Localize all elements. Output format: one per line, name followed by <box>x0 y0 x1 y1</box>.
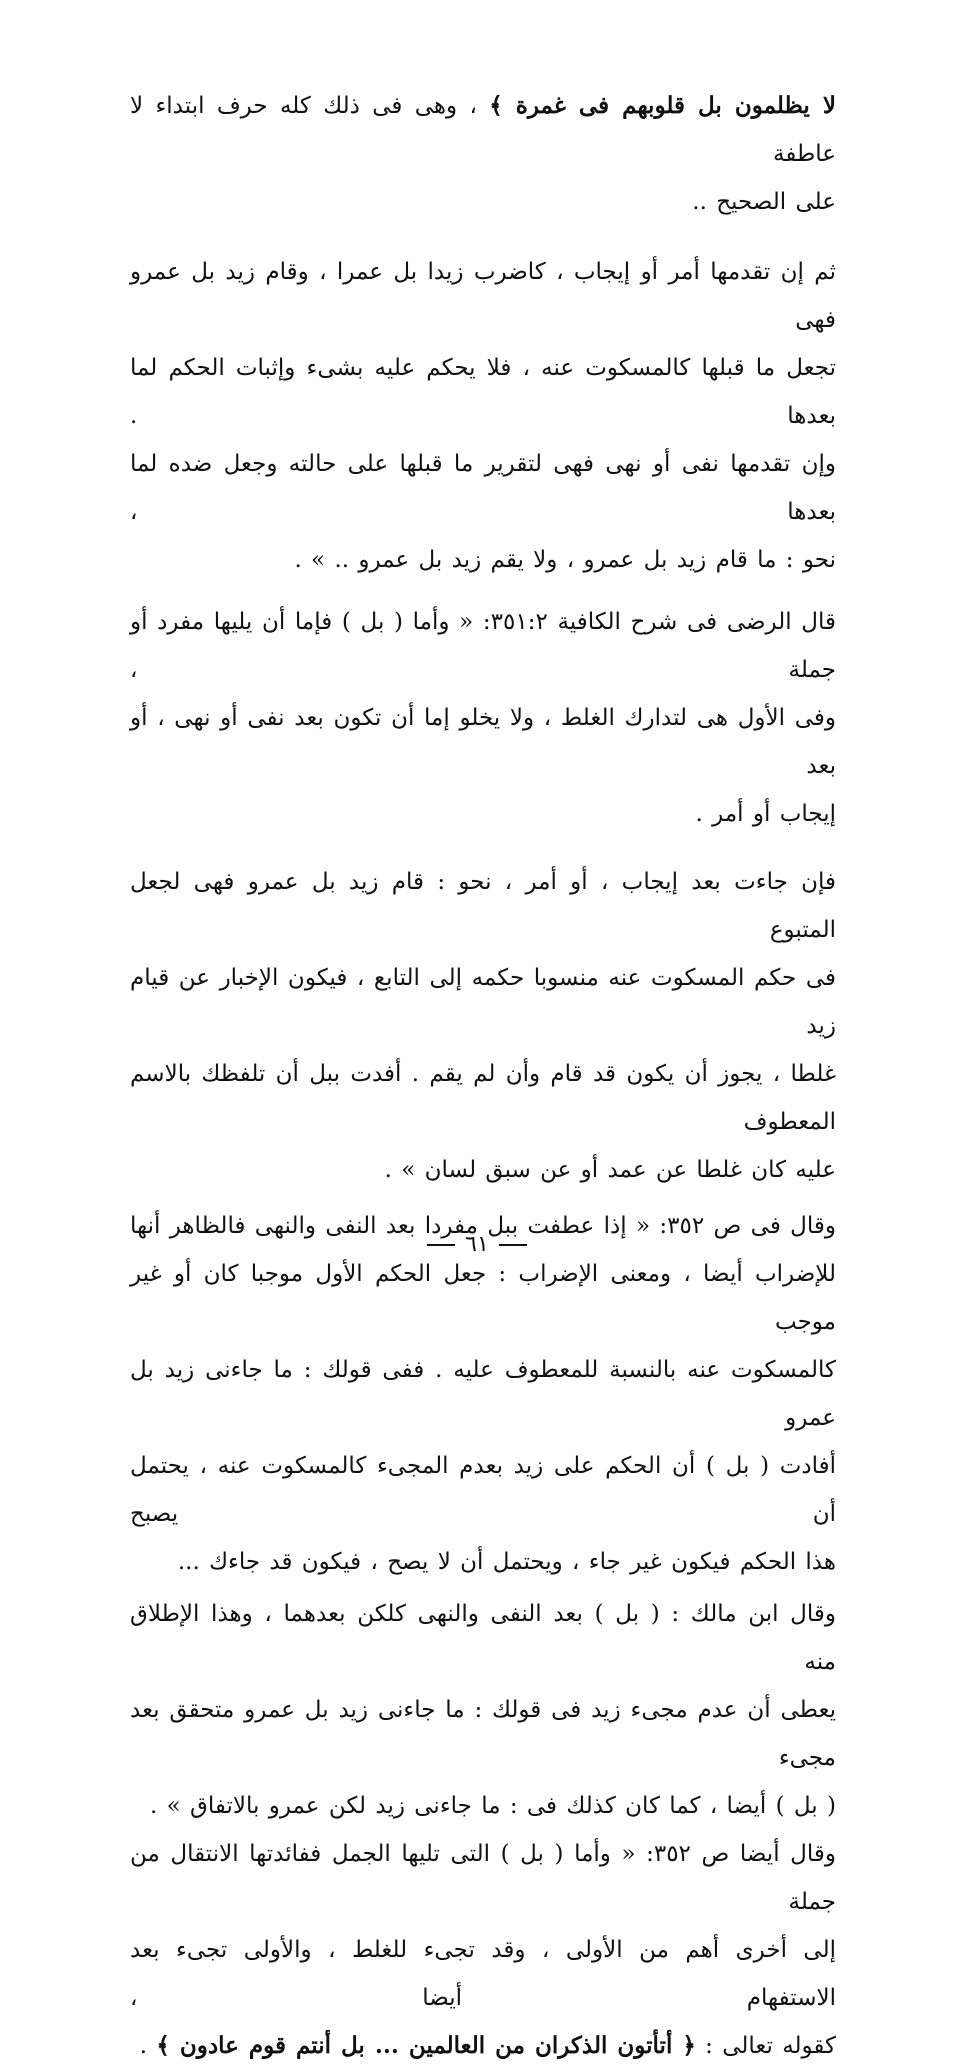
line-text: نحو : ما قام زيد بل عمرو ، ولا يقم زيد بل عمرو .. » . <box>294 547 836 573</box>
text-line <box>130 178 836 226</box>
line-text: قال الرضى فى شرح الكافية ٣٥١:٢: « وأما ( بل ) فإما أن يليها مفرد أو جملة ، <box>130 609 836 683</box>
line-text: غلطا ، يجوز أن يكون قد قام وأن لم يقم . أفدت ببل أن تلفظك بالاسم المعطوف <box>130 1061 836 1135</box>
text-line <box>130 2022 836 2070</box>
line-text: إلى أخرى أهم من الأولى ، وقد تجىء للغلط ، والأولى تجىء بعد الاستفهام أيضا ، <box>130 1937 836 2011</box>
line-text: على الصحيح .. <box>692 189 836 215</box>
line-text: تجعل ما قبلها كالمسكوت عنه ، فلا يحكم عليه بشىء وإثبات الحكم لما بعدها . <box>130 355 836 429</box>
text-line <box>130 598 836 694</box>
line-text: فى حكم المسكوت عنه منسوبا حكمه إلى التابع ، فيكون الإخبار عن قيام زيد <box>130 965 836 1039</box>
paragraph <box>130 858 836 1194</box>
paragraph <box>130 1202 836 1586</box>
document-body <box>130 82 836 2070</box>
quran-quote: لا يظلمون بل قلوبهم فى غمرة ﴾ <box>489 92 836 119</box>
line-text: أفادت ( بل ) أن الحكم على زيد بعدم المجىء كالمسكوت عنه ، يحتمل أن يصبح <box>130 1453 836 1527</box>
line-text: وقال ابن مالك : ( بل ) بعد النفى والنهى كلكن بعدهما ، وهذا الإطلاق منه <box>130 1601 836 1675</box>
line-text: هذا الحكم فيكون غير جاء ، ويحتمل أن لا يصح ، فيكون قد جاءك ... <box>177 1549 836 1575</box>
text-line <box>130 1346 836 1442</box>
line-text: فإن جاءت بعد إيجاب ، أو أمر ، نحو : قام زيد بل عمرو فهى لجعل المتبوع <box>130 869 836 943</box>
text-line <box>130 694 836 790</box>
text-line <box>130 1782 836 1830</box>
paragraph <box>130 598 836 838</box>
text-line <box>130 1538 836 1586</box>
line-text: كالمسكوت عنه بالنسبة للمعطوف عليه . ففى قولك : ما جاءنى زيد بل عمرو <box>130 1357 836 1431</box>
line-text: ثم إن تقدمها أمر أو إيجاب ، كاضرب زيدا بل عمرا ، وقام زيد بل عمرو فهى <box>130 259 836 333</box>
text-line <box>130 440 836 536</box>
line-text: وفى الأول هى لتدارك الغلط ، ولا يخلو إما أن تكون بعد نفى أو نهى ، أو بعد <box>130 705 836 779</box>
text-line <box>130 536 836 584</box>
line-text: ، وهى فى ذلك كله حرف ابتداء لا عاطفة <box>130 93 836 167</box>
line-text: يعطى أن عدم مجىء زيد فى قولك : ما جاءنى زيد بل عمرو متحقق بعد مجىء <box>130 1697 836 1771</box>
paragraph <box>130 1830 836 2070</box>
text-line <box>130 1590 836 1686</box>
line-text: للإضراب أيضا ، ومعنى الإضراب : جعل الحكم الأول موجبا كان أو غير موجب <box>130 1261 836 1335</box>
text-line <box>130 790 836 838</box>
text-line <box>130 1686 836 1782</box>
line-text: . <box>139 2033 157 2059</box>
text-line <box>130 1442 836 1538</box>
text-line <box>130 1050 836 1146</box>
text-line <box>130 248 836 344</box>
text-line <box>130 1830 836 1926</box>
text-line <box>130 344 836 440</box>
line-text: ( بل ) أيضا ، كما كان كذلك فى : ما جاءنى زيد لكن عمرو بالاتفاق » . <box>149 1793 836 1819</box>
page-number-text: ٦١ <box>465 1232 489 1257</box>
line-text: وإن تقدمها نفى أو نهى فهى لتقرير ما قبلها على حالته وجعل ضده لما بعدها ، <box>130 451 836 525</box>
paragraph <box>130 1590 836 1830</box>
line-text: كقوله تعالى : <box>695 2033 836 2059</box>
text-line <box>130 1146 836 1194</box>
text-line <box>130 954 836 1050</box>
text-line <box>130 858 836 954</box>
page-number <box>0 1232 954 1257</box>
folio-dash-right <box>499 1244 527 1246</box>
text-line <box>130 1926 836 2022</box>
line-text: وقال فى ص ٣٥٢: « إذا عطفت ببل مفردا بعد النفى والنهى فالظاهر أنها <box>130 1213 836 1239</box>
line-text: وقال أيضا ص ٣٥٢: « وأما ( بل ) التى تليها الجمل ففائدتها الانتقال من جملة <box>130 1841 836 1915</box>
folio-dash-left <box>427 1244 455 1246</box>
paragraph <box>130 82 836 226</box>
text-line <box>130 1250 836 1346</box>
line-text: عليه كان غلطا عن عمد أو عن سبق لسان » . <box>384 1157 836 1183</box>
quran-quote: ﴿ أتأتون الذكران من العالمين ... بل أنتم قوم عادون ﴾ <box>156 2032 696 2059</box>
line-text: إيجاب أو أمر . <box>695 801 836 827</box>
paragraph <box>130 248 836 584</box>
text-line <box>130 82 836 178</box>
